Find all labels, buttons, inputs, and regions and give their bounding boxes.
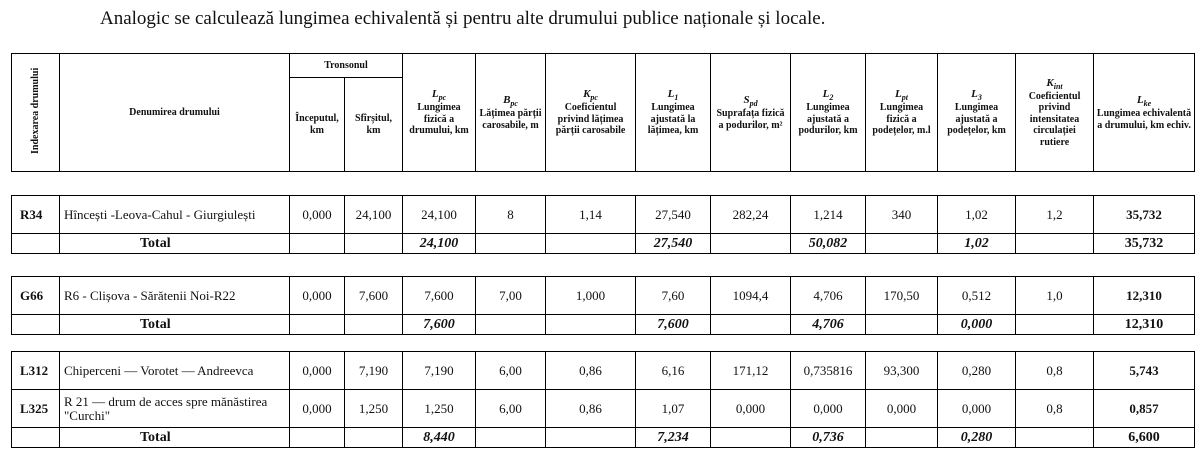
lke-cell: 12,310: [1094, 277, 1195, 315]
name-cell: R6 - Clișova - Sărătenii Noi-R22: [60, 277, 290, 315]
idx-cell: L325: [12, 390, 60, 428]
empty-cell: [866, 315, 938, 335]
total-lpc: 7,600: [403, 315, 476, 335]
total-lke: 35,732: [1094, 234, 1195, 254]
header-kpc: $K_{pc}$ Coeficientul privind lățimea părții carosabile: [546, 54, 636, 172]
total-label: Total: [60, 234, 290, 254]
l2-cell: 0,735816: [791, 352, 866, 390]
kint-cell: 1,2: [1016, 196, 1094, 234]
l1-cell: 6,16: [636, 352, 711, 390]
l1-cell: 27,540: [636, 196, 711, 234]
lpc-cell: 7,600: [403, 277, 476, 315]
table-row: [12, 277, 1195, 315]
total-l1: 7,600: [636, 315, 711, 335]
empty-cell: [1016, 428, 1094, 448]
l3-cell: 0,512: [938, 277, 1016, 315]
total-lpc: 8,440: [403, 428, 476, 448]
bpc-cell: 6,00: [476, 352, 546, 390]
idx-cell: L312: [12, 352, 60, 390]
empty-cell: [12, 234, 60, 254]
l3-cell: 1,02: [938, 196, 1016, 234]
lpc-cell: 24,100: [403, 196, 476, 234]
end-cell: 7,190: [345, 352, 403, 390]
header-indexarea: Indexarea drumului: [12, 54, 60, 172]
l1-cell: 1,07: [636, 390, 711, 428]
total-l3: 0,280: [938, 428, 1016, 448]
empty-cell: [1016, 315, 1094, 335]
empty-cell: [290, 428, 345, 448]
page-heading: Analogic se calculează lungimea echivalentă și pentru alte drumului publice naționale și locale.: [100, 8, 826, 29]
empty-cell: [476, 234, 546, 254]
total-label: Total: [60, 428, 290, 448]
kpc-cell: 0,86: [546, 390, 636, 428]
total-l2: 50,082: [791, 234, 866, 254]
lpc-cell: 1,250: [403, 390, 476, 428]
lpt-cell: 0,000: [866, 390, 938, 428]
header-sfirsitul: Sfîrșitul, km: [345, 78, 403, 172]
l2-cell: 0,000: [791, 390, 866, 428]
empty-cell: [345, 234, 403, 254]
total-l1: 27,540: [636, 234, 711, 254]
idx-cell: R34: [12, 196, 60, 234]
bpc-cell: 7,00: [476, 277, 546, 315]
lpt-cell: 170,50: [866, 277, 938, 315]
road-group-table: [11, 276, 1195, 335]
start-cell: 0,000: [290, 277, 345, 315]
empty-cell: [290, 315, 345, 335]
empty-cell: [476, 428, 546, 448]
l2-cell: 1,214: [791, 196, 866, 234]
header-l2: $L_2$ Lungimea ajustată a podurilor, km: [791, 54, 866, 172]
header-denumirea: Denumirea drumului: [60, 54, 290, 172]
start-cell: 0,000: [290, 352, 345, 390]
header-l3: $L_3$ Lungimea ajustată a podețelor, km: [938, 54, 1016, 172]
total-l2: 4,706: [791, 315, 866, 335]
start-cell: 0,000: [290, 196, 345, 234]
name-cell: Chiperceni — Vorotet — Andreevca: [60, 352, 290, 390]
lpt-cell: 93,300: [866, 352, 938, 390]
road-group-table: [11, 351, 1195, 448]
empty-cell: [476, 315, 546, 335]
empty-cell: [546, 428, 636, 448]
spd-cell: 0,000: [711, 390, 791, 428]
l2-cell: 4,706: [791, 277, 866, 315]
total-lke: 12,310: [1094, 315, 1195, 335]
total-row: [12, 234, 1195, 254]
empty-cell: [546, 234, 636, 254]
total-lpc: 24,100: [403, 234, 476, 254]
header-lpc: $L_{pc}$ Lungimea fizică a drumului, km: [403, 54, 476, 172]
kint-cell: 0,8: [1016, 352, 1094, 390]
total-lke: 6,600: [1094, 428, 1195, 448]
total-l1: 7,234: [636, 428, 711, 448]
table-row: [12, 390, 1195, 428]
header-inceputul: Începutul, km: [290, 78, 345, 172]
l1-cell: 7,60: [636, 277, 711, 315]
spd-cell: 1094,4: [711, 277, 791, 315]
bpc-cell: 8: [476, 196, 546, 234]
l3-cell: 0,280: [938, 352, 1016, 390]
empty-cell: [866, 428, 938, 448]
header-tronsonul: Tronsonul: [290, 54, 403, 78]
header-kint: $K_{int}$ Coeficientul privind intensitatea circulației rutiere: [1016, 54, 1094, 172]
kint-cell: 1,0: [1016, 277, 1094, 315]
total-l2: 0,736: [791, 428, 866, 448]
total-label: Total: [60, 315, 290, 335]
l3-cell: 0,000: [938, 390, 1016, 428]
start-cell: 0,000: [290, 390, 345, 428]
lke-cell: 5,743: [1094, 352, 1195, 390]
table-row: [12, 352, 1195, 390]
total-l3: 1,02: [938, 234, 1016, 254]
header-l1: $L_1$ Lungimea ajustată la lățimea, km: [636, 54, 711, 172]
table-header: [11, 53, 1195, 172]
total-row: [12, 428, 1195, 448]
idx-cell: G66: [12, 277, 60, 315]
kint-cell: 0,8: [1016, 390, 1094, 428]
kpc-cell: 1,000: [546, 277, 636, 315]
header-spd: $S_{pd}$ Suprafața fizică a podurilor, m²: [711, 54, 791, 172]
name-cell: R 21 — drum de acces spre mănăstirea "Curchi": [60, 390, 290, 428]
kpc-cell: 0,86: [546, 352, 636, 390]
empty-cell: [711, 315, 791, 335]
empty-cell: [711, 428, 791, 448]
header-lke: $L_{ke}$ Lungimea echivalentă a drumului, km echiv.: [1094, 54, 1195, 172]
road-group-table: [11, 195, 1195, 254]
empty-cell: [546, 315, 636, 335]
empty-cell: [345, 315, 403, 335]
lke-cell: 35,732: [1094, 196, 1195, 234]
empty-cell: [12, 315, 60, 335]
total-row: [12, 315, 1195, 335]
lke-cell: 0,857: [1094, 390, 1195, 428]
spd-cell: 171,12: [711, 352, 791, 390]
name-cell: Hîncești -Leova-Cahul - Giurgiulești: [60, 196, 290, 234]
total-l3: 0,000: [938, 315, 1016, 335]
empty-cell: [866, 234, 938, 254]
end-cell: 1,250: [345, 390, 403, 428]
bpc-cell: 6,00: [476, 390, 546, 428]
empty-cell: [290, 234, 345, 254]
header-bpc: $B_{pc}$ Lățimea părții carosabile, m: [476, 54, 546, 172]
empty-cell: [345, 428, 403, 448]
empty-cell: [711, 234, 791, 254]
spd-cell: 282,24: [711, 196, 791, 234]
end-cell: 24,100: [345, 196, 403, 234]
header-lpt: $L_{pt}$ Lungimea fizică a podețelor, m.l: [866, 54, 938, 172]
empty-cell: [1016, 234, 1094, 254]
kpc-cell: 1,14: [546, 196, 636, 234]
table-row: [12, 196, 1195, 234]
end-cell: 7,600: [345, 277, 403, 315]
empty-cell: [12, 428, 60, 448]
lpt-cell: 340: [866, 196, 938, 234]
lpc-cell: 7,190: [403, 352, 476, 390]
